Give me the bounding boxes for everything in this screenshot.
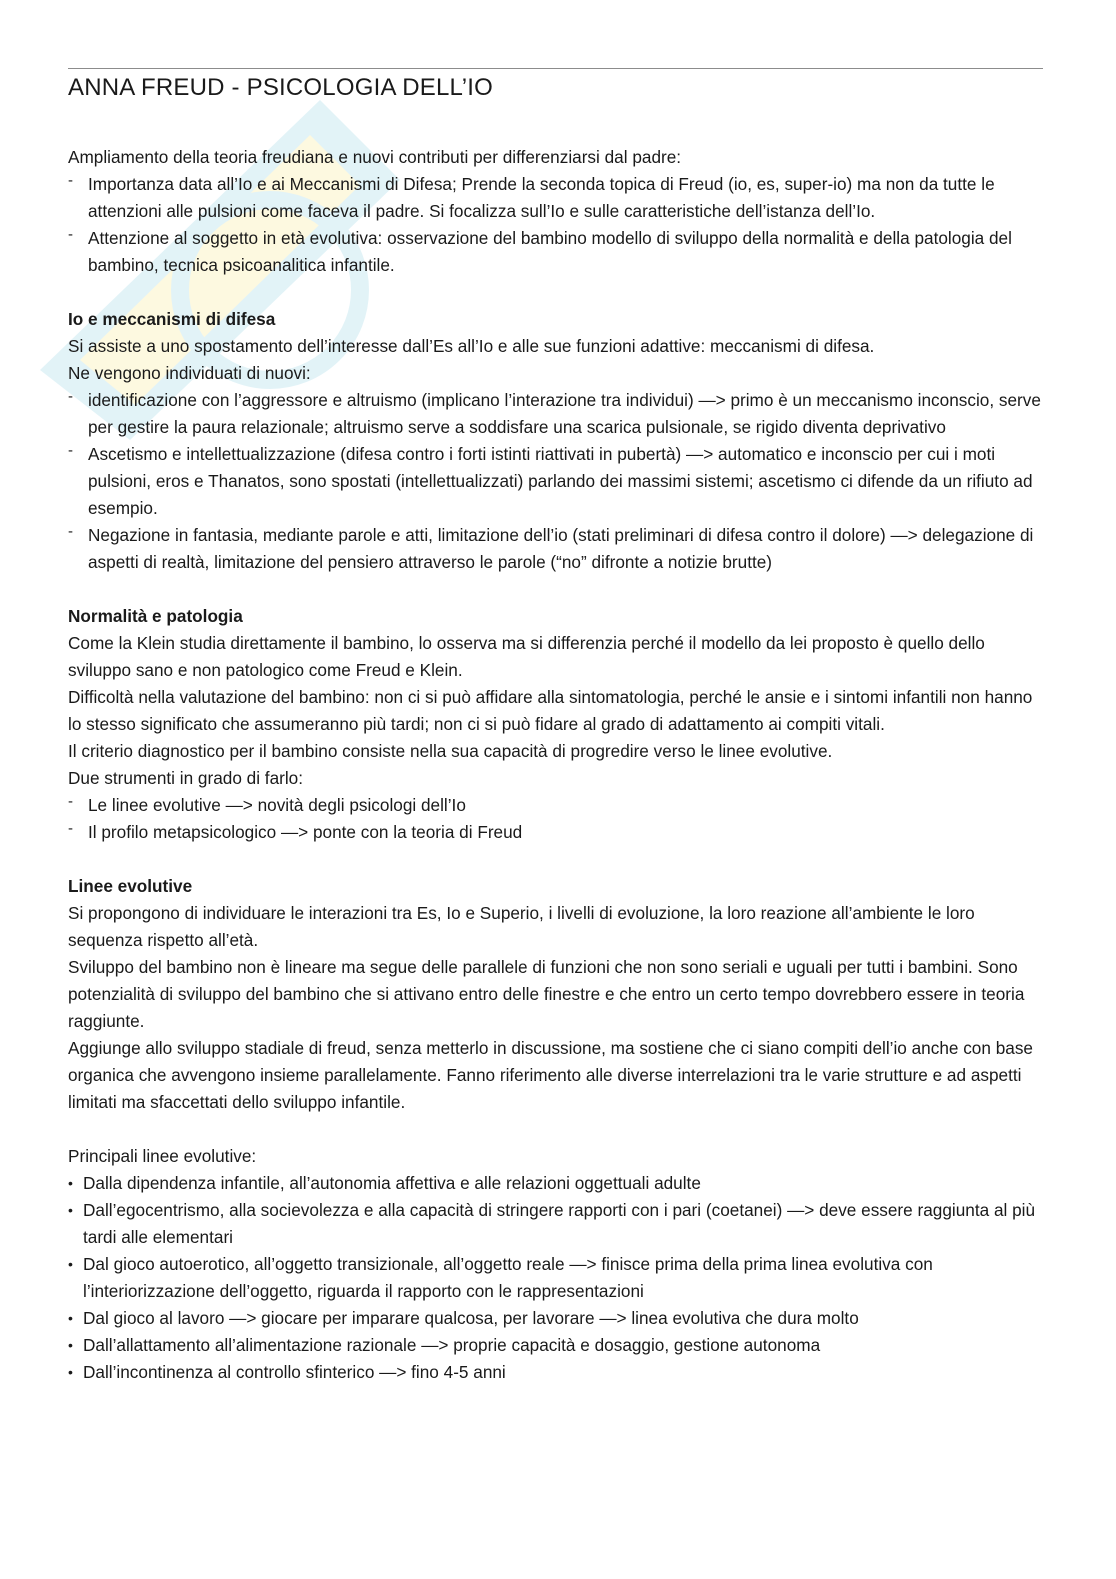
paragraph: Due strumenti in grado di farlo:: [68, 768, 304, 788]
paragraph: Il criterio diagnostico per il bambino consiste nella sua capacità di progredire verso le linee evolutive.: [68, 741, 833, 761]
list-item: • Dall’incontinenza al controllo sfinterico —> fino 4-5 anni: [68, 1359, 1043, 1386]
paragraph: Ne vengono individuati di nuovi:: [68, 363, 311, 383]
paragraph: Sviluppo del bambino non è lineare ma segue delle parallele di funzioni che non sono seriali e uguali per tutti i bambini. Sono potenzialità di sviluppo del bambino che si attivano entro delle finestre e che entro un certo tempo dovrebbero essere in teoria raggiunte.: [68, 957, 1025, 1031]
document-body: [68, 144, 1043, 1386]
list-item: - Il profilo metapsicologico —> ponte con la teoria di Freud: [68, 819, 1043, 846]
list-item: • Dall’egocentrismo, alla socievolezza e alla capacità di stringere rapporti con i pari (coetanei) —> deve essere raggiunta al più tardi alle elementari: [68, 1197, 1043, 1251]
paragraph: Si propongono di individuare le interazioni tra Es, Io e Superio, i livelli di evoluzione, la loro reazione all’ambiente le loro sequenza rispetto all’età.: [68, 903, 975, 950]
normalita-list: [68, 792, 1043, 846]
list-item: - Ascetismo e intellettualizzazione (difesa contro i forti istinti riattivati in pubertà) —> automatico e inconscio per cui i moti pulsioni, eros e Thanatos, sono spostati (intellettualizzati) parlando dei massimi sistemi; ascetismo ci difende da un rifiuto ad esempio.: [68, 441, 1043, 522]
section-heading-difesa: Io e meccanismi di difesa: [68, 309, 276, 329]
section-heading-normalita: Normalità e patologia: [68, 606, 243, 626]
intro-list: [68, 171, 1043, 279]
list-item: - Negazione in fantasia, mediante parole e atti, limitazione dell’io (stati preliminari di difesa contro il dolore) —> delegazione di aspetti di realtà, limitazione del pensiero attraverso le parole (“no” difronte a notizie brutte): [68, 522, 1043, 576]
list-item: • Dal gioco autoerotico, all’oggetto transizionale, all’oggetto reale —> finisce prima della prima linea evolutiva con l’interiorizzazione dell’oggetto, riguarda il rapporto con le rappresentazioni: [68, 1251, 1043, 1305]
linee-list: [68, 1170, 1043, 1386]
paragraph: Come la Klein studia direttamente il bambino, lo osserva ma si differenzia perché il modello da lei proposto è quello dello sviluppo sano e non patologico come Freud e Klein.: [68, 633, 985, 680]
paragraph: Si assiste a uno spostamento dell’interesse dall’Es all’Io e alle sue funzioni adattive: meccanismi di difesa.: [68, 336, 875, 356]
list-item: - Le linee evolutive —> novità degli psicologi dell’Io: [68, 792, 1043, 819]
section-heading-linee: Linee evolutive: [68, 876, 193, 896]
list-item: • Dal gioco al lavoro —> giocare per imparare qualcosa, per lavorare —> linea evolutiva che dura molto: [68, 1305, 1043, 1332]
difesa-list: [68, 387, 1043, 576]
paragraph: Difficoltà nella valutazione del bambino: non ci si può affidare alla sintomatologia, perché le ansie e i sintomi infantili non hanno lo stesso significato che assumeranno più tardi; non ci si può fidare al grado di adattamento ai compiti vitali.: [68, 687, 1033, 734]
header-rule: [68, 68, 1043, 69]
list-item: - Importanza data all’Io e ai Meccanismi di Difesa; Prende la seconda topica di Freud (io, es, super-io) ma non da tutte le attenzioni alle pulsioni come faceva il padre. Si focalizza sull’Io e sulle caratteristiche dell’istanza dell’Io.: [68, 171, 1043, 225]
intro-lead: Ampliamento della teoria freudiana e nuovi contributi per differenziarsi dal padre:: [68, 147, 682, 167]
paragraph: Principali linee evolutive:: [68, 1146, 257, 1166]
list-item: - Attenzione al soggetto in età evolutiva: osservazione del bambino modello di sviluppo della normalità e della patologia del bambino, tecnica psicoanalitica infantile.: [68, 225, 1043, 279]
paragraph: Aggiunge allo sviluppo stadiale di freud, senza metterlo in discussione, ma sostiene che ci siano compiti dell’io anche con base organica che avvengono insieme parallelamente. Fanno riferimento alle diverse interrelazioni tra le varie strutture e ad aspetti limitati ma sfaccettati dello sviluppo infantile.: [68, 1038, 1033, 1112]
list-item: • Dalla dipendenza infantile, all’autonomia affettiva e alle relazioni oggettuali adulte: [68, 1170, 1043, 1197]
page-title: ANNA FREUD - PSICOLOGIA DELL’IO: [68, 74, 493, 101]
list-item: • Dall’allattamento all’alimentazione razionale —> proprie capacità e dosaggio, gestione autonoma: [68, 1332, 1043, 1359]
list-item: - identificazione con l’aggressore e altruismo (implicano l’interazione tra individui) —> primo è un meccanismo inconscio, serve per gestire la paura relazionale; altruismo serve a soddisfare una scarica pulsionale, se rigido diventa deprivativo: [68, 387, 1043, 441]
